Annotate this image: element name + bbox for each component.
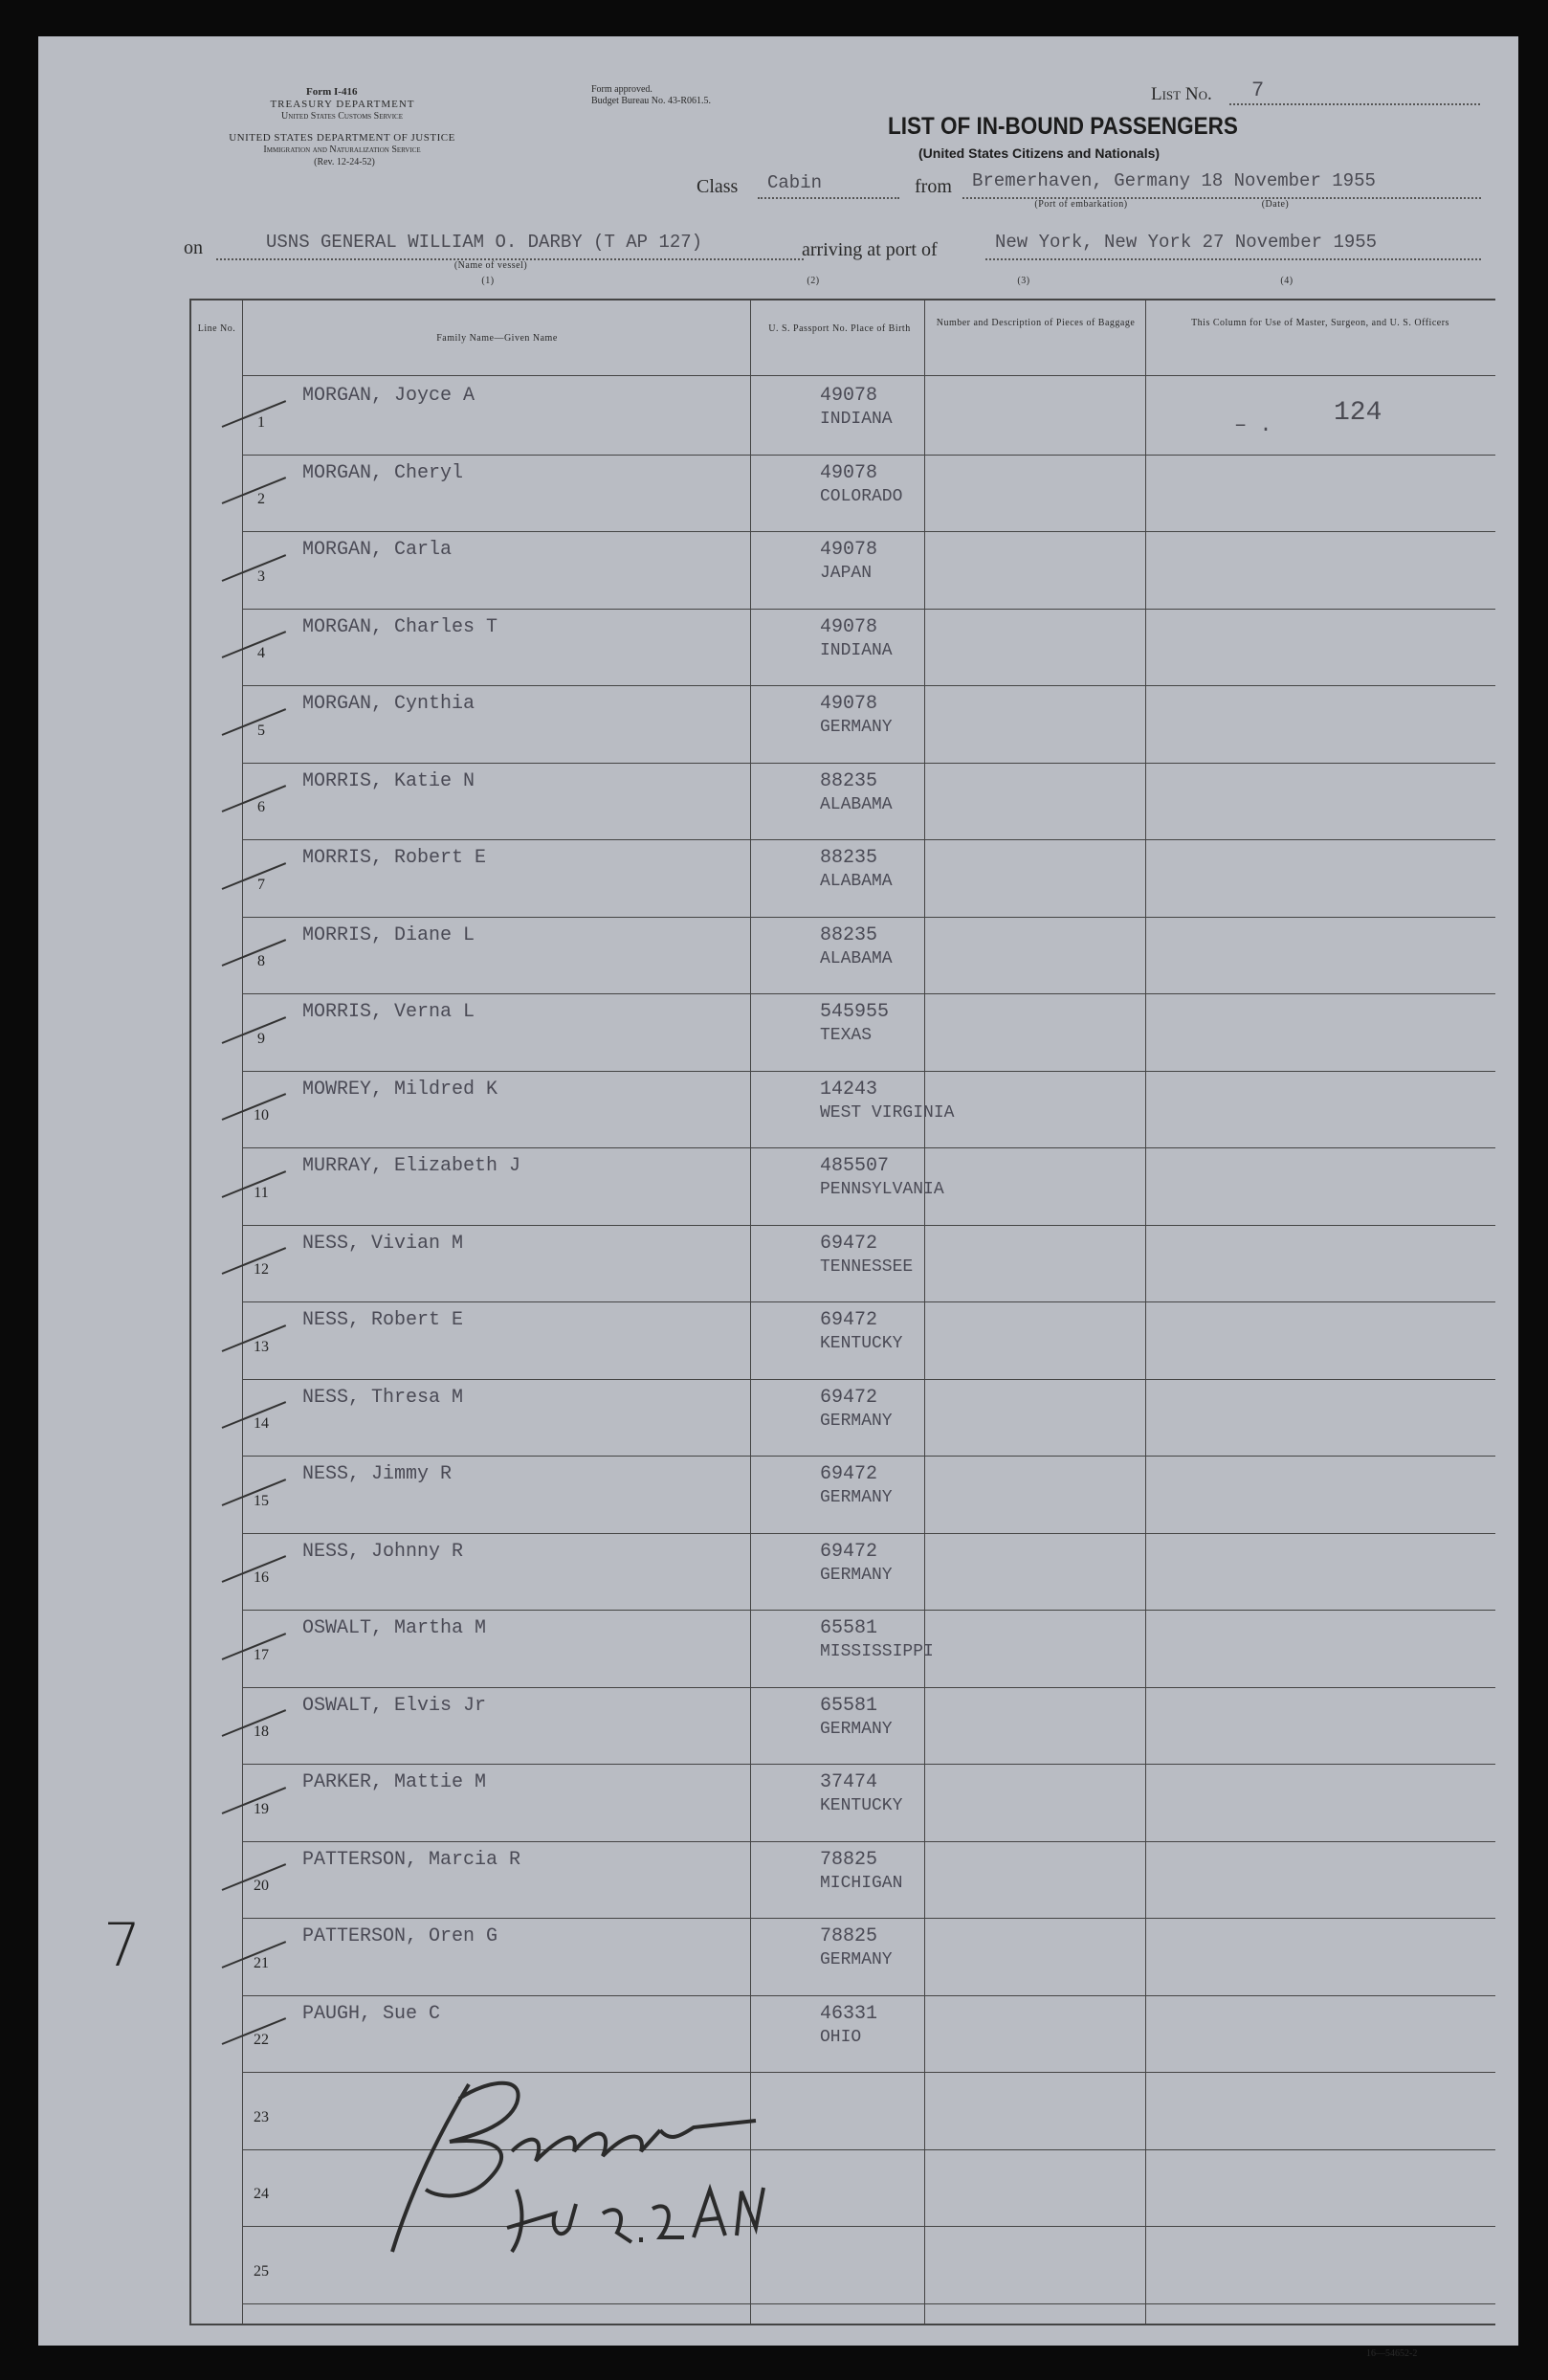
line-number: 2 xyxy=(257,491,265,507)
passenger-name: PARKER, Mattie M xyxy=(302,1771,487,1793)
passport-number: 78825 xyxy=(820,1848,878,1871)
row-divider xyxy=(242,531,1495,532)
passenger-name: NESS, Robert E xyxy=(302,1309,464,1331)
line-number: 3 xyxy=(257,567,265,585)
row-divider xyxy=(242,1533,1495,1534)
passenger-name: NESS, Jimmy R xyxy=(302,1463,453,1485)
from-label: from xyxy=(915,176,952,197)
passenger-name: MOWREY, Mildred K xyxy=(302,1078,498,1101)
place-of-birth: GERMANY xyxy=(820,718,893,737)
place-of-birth: GERMANY xyxy=(820,1488,893,1507)
passenger-name: MORRIS, Robert E xyxy=(302,847,487,869)
row-divider xyxy=(242,1687,1495,1688)
line-number: 7 xyxy=(257,876,265,893)
passenger-name: MORGAN, Charles T xyxy=(302,615,498,638)
place-of-birth: GERMANY xyxy=(820,1950,893,1969)
passenger-list-document xyxy=(38,36,1518,2359)
arrival-value: New York, New York 27 November 1955 xyxy=(995,232,1378,253)
line-number: 21 xyxy=(254,1954,269,1971)
place-of-birth: WEST VIRGINIA xyxy=(820,1102,955,1123)
row-divider xyxy=(242,917,1495,918)
passport-number: 46331 xyxy=(820,2002,878,2025)
column-ref-3: (3) xyxy=(1017,276,1030,286)
column-header-officers: This Column for Use of Master, Surgeon, and U. S. Officers xyxy=(1191,318,1449,328)
passport-number: 88235 xyxy=(820,847,878,869)
date-caption: (Date) xyxy=(1261,199,1290,210)
line-number: 11 xyxy=(254,1184,269,1201)
passenger-name: NESS, Vivian M xyxy=(302,1232,464,1255)
passport-number: 65581 xyxy=(820,1617,878,1639)
passenger-name: MORGAN, Joyce A xyxy=(302,385,475,407)
list-no-label: List No. xyxy=(1151,84,1212,104)
passenger-name: NESS, Thresa M xyxy=(302,1386,464,1409)
passport-number: 78825 xyxy=(820,1925,878,1947)
row-divider xyxy=(242,1301,1495,1302)
agency-justice: UNITED STATES DEPARTMENT OF JUSTICE xyxy=(229,132,455,144)
place-of-birth: COLORADO xyxy=(820,486,903,506)
budget-bureau-no: Budget Bureau No. 43-R061.5. xyxy=(591,96,711,106)
row-divider xyxy=(242,1995,1495,1996)
row-divider xyxy=(242,1456,1495,1457)
line-number: 25 xyxy=(254,2262,269,2280)
row-divider xyxy=(242,1379,1495,1380)
class-underline xyxy=(758,197,899,199)
passport-number: 485507 xyxy=(820,1155,890,1177)
place-of-birth: KENTUCKY xyxy=(820,1796,903,1815)
passenger-name: NESS, Johnny R xyxy=(302,1540,464,1563)
on-label: on xyxy=(184,237,203,258)
row-divider xyxy=(242,609,1495,610)
place-of-birth: OHIO xyxy=(820,2027,862,2047)
line-number: 5 xyxy=(257,722,265,739)
place-of-birth: PENNSYLVANIA xyxy=(820,1180,944,1199)
document-title: LIST OF IN-BOUND PASSENGERS xyxy=(888,113,1238,140)
column-divider xyxy=(242,299,243,2325)
line-number: 13 xyxy=(254,1338,269,1355)
agency-ins: Immigration and Naturalization Service xyxy=(263,145,421,155)
line-number: 19 xyxy=(254,1800,269,1817)
row-divider xyxy=(242,1147,1495,1148)
form-approved: Form approved. xyxy=(591,84,652,95)
passport-number: 65581 xyxy=(820,1694,878,1717)
passenger-name: MURRAY, Elizabeth J xyxy=(302,1155,521,1177)
list-no-value: 7 xyxy=(1251,78,1265,102)
line-number: 12 xyxy=(254,1261,269,1278)
place-of-birth: TEXAS xyxy=(820,1026,873,1045)
form-number: Form I-416 xyxy=(306,86,358,98)
column-header-passport: U. S. Passport No. Place of Birth xyxy=(768,323,911,334)
passport-number: 49078 xyxy=(820,539,878,561)
table-top-border xyxy=(189,299,1495,300)
place-of-birth: GERMANY xyxy=(820,1411,893,1431)
passport-number: 545955 xyxy=(820,1001,890,1023)
place-of-birth: INDIANA xyxy=(820,410,893,429)
line-number: 9 xyxy=(257,1030,265,1047)
place-of-birth: GERMANY xyxy=(820,1565,893,1585)
passenger-name: PATTERSON, Marcia R xyxy=(302,1848,521,1871)
passport-number: 88235 xyxy=(820,769,878,792)
line-number: 8 xyxy=(257,953,265,969)
column-ref-1: (1) xyxy=(481,276,495,286)
passenger-name: MORRIS, Katie N xyxy=(302,769,475,792)
place-of-birth: INDIANA xyxy=(820,640,893,660)
line-number: 18 xyxy=(254,1724,269,1740)
passenger-name: MORGAN, Carla xyxy=(302,539,453,561)
place-of-birth: ALABAMA xyxy=(820,948,893,968)
passport-number: 69472 xyxy=(820,1386,878,1409)
place-of-birth: KENTUCKY xyxy=(820,1334,903,1353)
line-number: 10 xyxy=(254,1107,269,1123)
row-divider xyxy=(242,1918,1495,1919)
agency-customs: United States Customs Service xyxy=(281,111,403,122)
line-number: 4 xyxy=(257,645,265,661)
passport-number: 37474 xyxy=(820,1771,878,1793)
vessel-value: USNS GENERAL WILLIAM O. DARBY (T AP 127) xyxy=(266,232,703,253)
passport-number: 49078 xyxy=(820,615,878,638)
agency-treasury: TREASURY DEPARTMENT xyxy=(270,99,415,110)
passenger-name: MORGAN, Cynthia xyxy=(302,693,475,715)
place-of-birth: TENNESSEE xyxy=(820,1257,914,1277)
list-no-underline xyxy=(1229,103,1480,105)
passenger-name: OSWALT, Elvis Jr xyxy=(302,1694,487,1717)
passport-number: 49078 xyxy=(820,461,878,484)
line-number: 14 xyxy=(254,1415,269,1432)
line-number: 22 xyxy=(254,2032,269,2048)
place-of-birth: GERMANY xyxy=(820,1719,893,1739)
row-divider xyxy=(242,1764,1495,1765)
class-value: Cabin xyxy=(767,172,823,193)
officer-count-note: 124 xyxy=(1334,398,1382,428)
margin-mark: 7 xyxy=(103,1910,142,1980)
line-number: 1 xyxy=(257,413,265,431)
row-divider xyxy=(242,685,1495,686)
from-value: Bremerhaven, Germany 18 November 1955 xyxy=(972,170,1376,191)
row-divider xyxy=(242,839,1495,840)
passenger-name: PATTERSON, Oren G xyxy=(302,1925,498,1947)
passport-number: 14243 xyxy=(820,1078,878,1101)
row-divider xyxy=(242,1610,1495,1611)
row-divider xyxy=(242,1841,1495,1842)
column-ref-2: (2) xyxy=(807,276,820,286)
row-divider xyxy=(242,455,1495,456)
place-of-birth: MICHIGAN xyxy=(820,1873,903,1893)
line-number: 23 xyxy=(254,2108,269,2125)
line-number: 17 xyxy=(254,1646,269,1663)
arrival-underline xyxy=(985,258,1481,260)
row-divider xyxy=(242,993,1495,994)
footer-form-code: 16—54652-2 xyxy=(1366,2348,1418,2359)
form-revision: (Rev. 12-24-52) xyxy=(314,157,375,167)
passenger-name: MORGAN, Cheryl xyxy=(302,461,464,484)
line-number: 16 xyxy=(254,1569,269,1586)
passenger-name: OSWALT, Martha M xyxy=(302,1617,487,1639)
place-of-birth: ALABAMA xyxy=(820,872,893,891)
column-ref-4: (4) xyxy=(1280,276,1294,286)
class-label: Class xyxy=(697,176,739,197)
place-of-birth: JAPAN xyxy=(820,564,873,583)
row-divider xyxy=(242,2303,1495,2304)
row-divider xyxy=(242,763,1495,764)
column-header-line-no: Line No. xyxy=(197,323,236,334)
passport-number: 49078 xyxy=(820,693,878,715)
passport-number: 88235 xyxy=(820,923,878,946)
column-divider xyxy=(1145,299,1146,2325)
passenger-name: MORRIS, Verna L xyxy=(302,1001,475,1023)
column-divider xyxy=(750,299,751,2325)
document-subtitle: (United States Citizens and Nationals) xyxy=(918,145,1161,161)
line-number: 20 xyxy=(254,1878,269,1894)
column-header-baggage: Number and Description of Pieces of Baggage xyxy=(936,318,1136,328)
passenger-name: PAUGH, Sue C xyxy=(302,2002,441,2025)
passport-number: 49078 xyxy=(820,385,878,407)
column-divider xyxy=(924,299,925,2325)
place-of-birth: ALABAMA xyxy=(820,794,893,814)
place-of-birth: MISSISSIPPI xyxy=(820,1642,934,1661)
port-caption: (Port of embarkation) xyxy=(1034,199,1128,210)
passport-number: 69472 xyxy=(820,1309,878,1331)
vessel-caption: (Name of vessel) xyxy=(453,260,528,271)
passenger-name: MORRIS, Diane L xyxy=(302,923,475,946)
line-number: 15 xyxy=(254,1492,269,1509)
signature xyxy=(354,2046,851,2266)
arriving-label: arriving at port of xyxy=(802,239,938,260)
table-bottom-border xyxy=(189,2324,1495,2325)
table-left-border xyxy=(189,299,191,2325)
passport-number: 69472 xyxy=(820,1463,878,1485)
column-header-name: Family Name—Given Name xyxy=(436,333,558,344)
line-number: 24 xyxy=(254,2186,269,2202)
row-divider xyxy=(242,1225,1495,1226)
officer-dash: – . xyxy=(1234,413,1272,437)
line-number: 6 xyxy=(257,799,265,815)
passport-number: 69472 xyxy=(820,1540,878,1563)
header-row-divider xyxy=(242,375,1495,376)
row-divider xyxy=(242,1071,1495,1072)
passport-number: 69472 xyxy=(820,1232,878,1255)
